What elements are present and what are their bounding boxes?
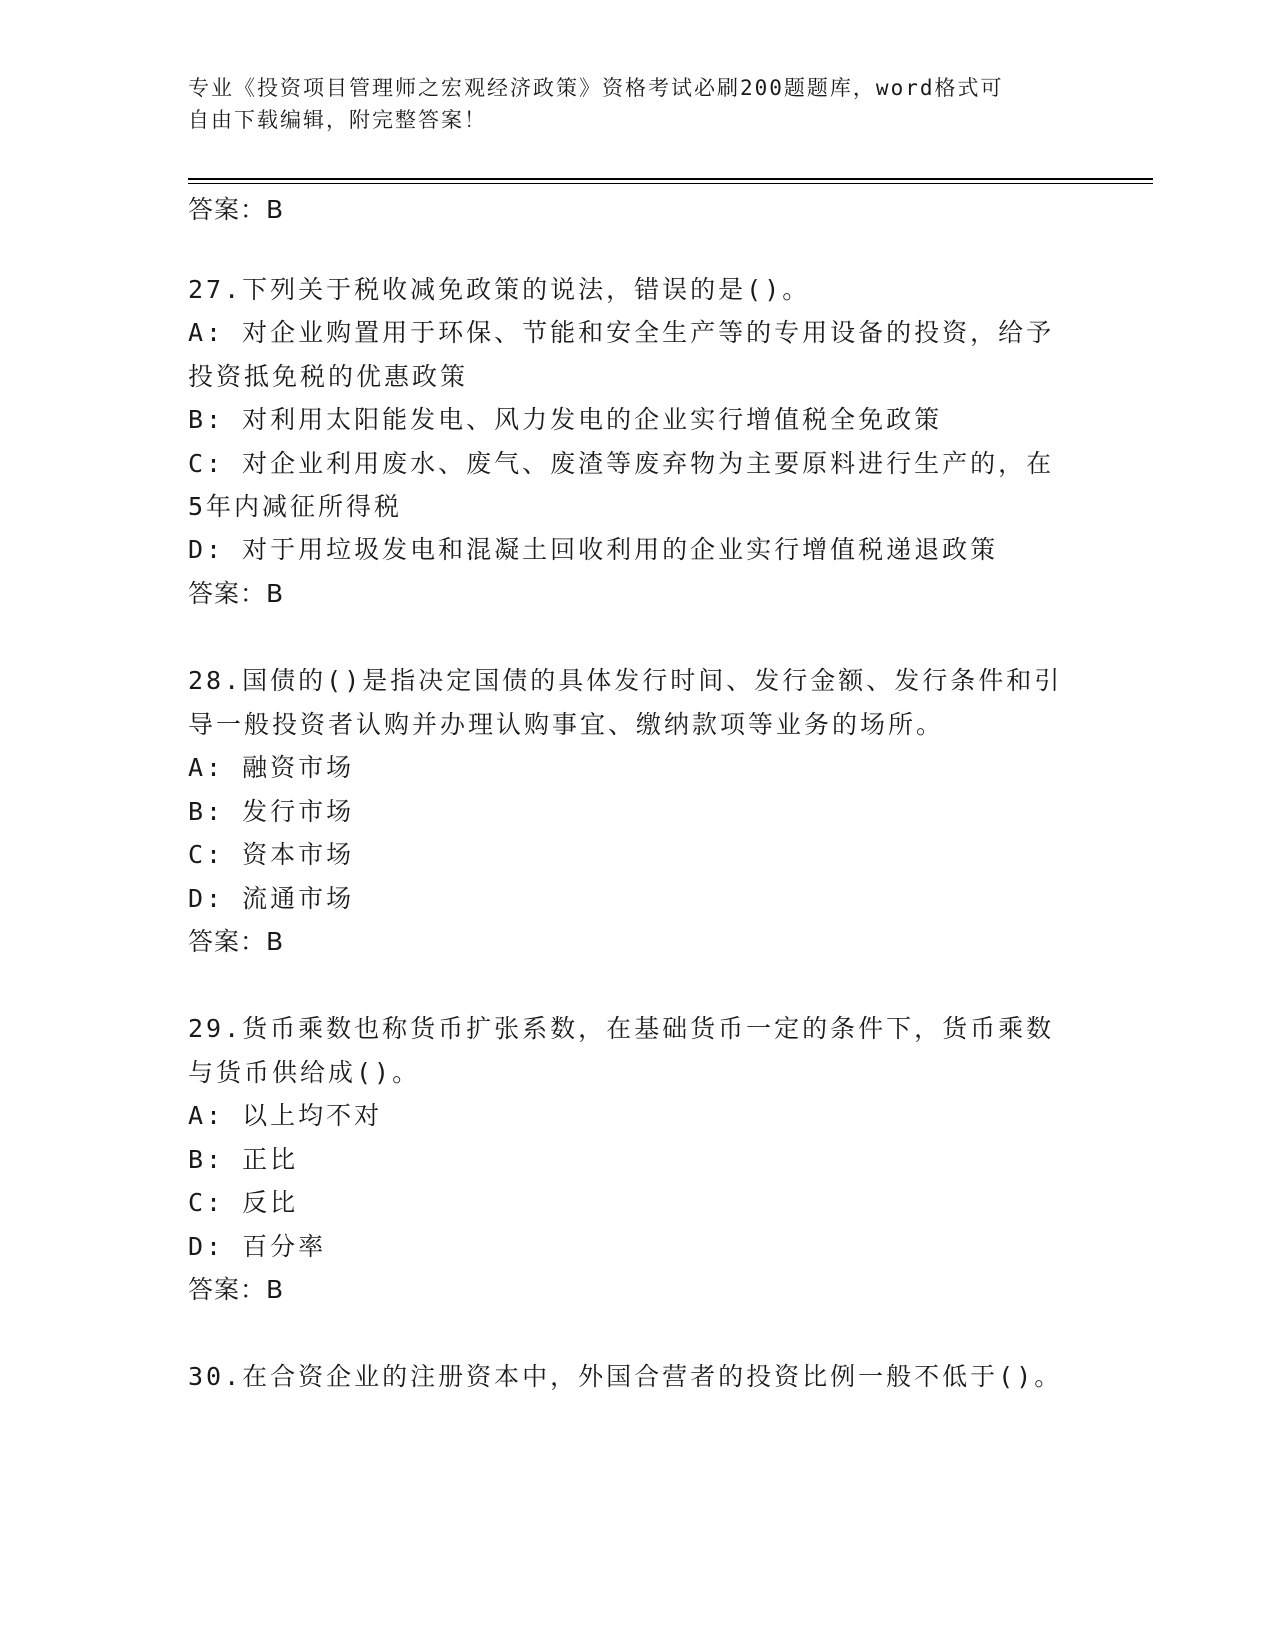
answer-28: 答案：B <box>188 927 285 956</box>
header-rule-thick <box>188 178 1153 180</box>
question-27-option-a: A: 对企业购置用于环保、节能和安全生产等的专用设备的投资，给予 <box>188 318 1055 347</box>
question-29-option-b: B: 正比 <box>188 1145 299 1174</box>
question-28-stem: 28.国债的()是指决定国债的具体发行时间、发行金额、发行条件和引 <box>188 666 1063 695</box>
question-28-option-d: D: 流通市场 <box>188 884 355 913</box>
question-27-option-d: D: 对于用垃圾发电和混凝土回收利用的企业实行增值税递退政策 <box>188 535 999 564</box>
header-line-2: 自由下载编辑，附完整答案！ <box>188 108 487 132</box>
question-29-option-c: C: 反比 <box>188 1188 299 1217</box>
question-29-stem-cont: 与货币供给成()。 <box>188 1058 421 1087</box>
header-rule-thin <box>188 183 1153 184</box>
question-27-option-a-cont: 投资抵免税的优惠政策 <box>188 362 469 391</box>
header-line-1: 专业《投资项目管理师之宏观经济政策》资格考试必刷200题题库，word格式可 <box>188 76 1004 100</box>
question-27-option-c: C: 对企业利用废水、废气、废渣等废弃物为主要原料进行生产的，在 <box>188 449 1055 478</box>
question-29-option-d: D: 百分率 <box>188 1232 327 1261</box>
question-29-option-a: A: 以上均不对 <box>188 1101 383 1130</box>
question-30-stem: 30.在合资企业的注册资本中，外国合营者的投资比例一般不低于()。 <box>188 1362 1063 1391</box>
answer-27: 答案：B <box>188 579 285 608</box>
answer-26: 答案：B <box>188 195 285 224</box>
question-28-option-b: B: 发行市场 <box>188 797 355 826</box>
answer-29: 答案：B <box>188 1275 285 1304</box>
question-27-stem: 27.下列关于税收减免政策的说法，错误的是()。 <box>188 275 811 304</box>
question-28-option-c: C: 资本市场 <box>188 840 355 869</box>
question-28-stem-cont: 导一般投资者认购并办理认购事宜、缴纳款项等业务的场所。 <box>188 710 945 739</box>
question-28-option-a: A: 融资市场 <box>188 753 355 782</box>
question-27-option-c-cont: 5年内减征所得税 <box>188 492 403 521</box>
page-header <box>188 72 1068 136</box>
question-27-option-b: B: 对利用太阳能发电、风力发电的企业实行增值税全免政策 <box>188 405 943 434</box>
question-29-stem: 29.货币乘数也称货币扩张系数，在基础货币一定的条件下，货币乘数 <box>188 1014 1055 1043</box>
